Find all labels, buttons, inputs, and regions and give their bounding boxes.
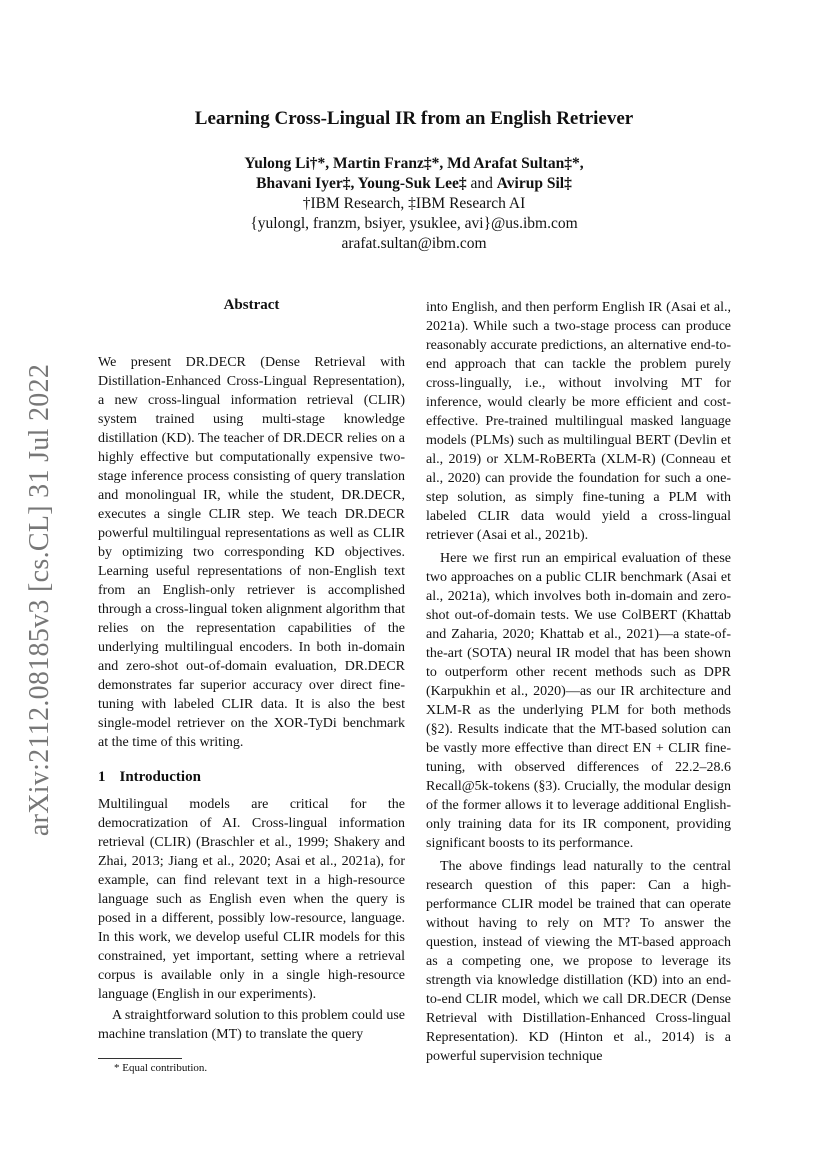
- author-emails: {yulongl, franzm, bsiyer, ysuklee, avi}@us.ibm.com: [250, 215, 578, 232]
- abstract-text: We present DR.DECR (Dense Retrieval with Distillation-Enhanced Cross-Lingual Representation), a new cross-lingual information retrieval (CLIR) system trained using multi-stage knowledge distillation (KD). The teacher of DR.DECR relies on a highly effective but computationally expensive two-stage inference process consisting of query translation and monolingual IR, while the student, DR.DECR, executes a single CLIR step. We teach DR.DECR powerful multilingual representations as well as CLIR by optimizing two corresponding KD objectives. Learning useful representations of non-English text from an English-only retriever is accomplished through a cross-lingual token alignment algorithm that relies on the representation capabilities of the underlying multilingual encoders. In both in-domain and zero-shot out-of-domain evaluation, DR.DECR demonstrates far superior accuracy over direct fine-tuning with labeled CLIR data. It is also the best single-model retriever on the XOR-TyDi benchmark at the time of this writing.: [98, 355, 405, 750]
- introduction-heading: [98, 768, 405, 787]
- left-column: [98, 296, 405, 1044]
- right-paragraph-3: The above findings lead naturally to the central research question of this paper: Can a high-performance CLIR model be trained that can operate without having to rely on MT? To answer the question, instead of viewing the MT-based approach as a competing one, we propose to leverage its strength via knowledge distillation (KD) into an end-to-end CLIR model, which we call DR.DECR (Dense Retrieval with Distillation-Enhanced Cross-lingual Representation). KD (Hinton et al., 2014) is a powerful supervision technique: [426, 859, 731, 1064]
- abstract-heading: Abstract: [223, 297, 280, 313]
- author-names: Bhavani Iyer‡, Young-Suk Lee‡: [256, 175, 467, 192]
- footnote: * Equal contribution.: [114, 1062, 208, 1074]
- arxiv-sidebar: [14, 320, 66, 880]
- right-paragraph-2: Here we first run an empirical evaluation of these two approaches on a public CLIR benchmark (Asai et al., 2021a), which involves both in-domain and zero-shot out-of-domain tests. We use ColBERT (Khattab and Zaharia, 2020; Khattab et al., 2021)—a state-of-the-art (SOTA) neural IR model that has been shown to outperform other recent methods such as DPR (Karpukhin et al., 2020)—as our IR architecture and XLM-R as the underlying PLM for both methods (§2). Results indicate that the MT-based solution can be vastly more effective than direct EN + CLIR fine-tuning, with observed differences of 22.2–28.6 Recall@5k-tokens (§3). Crucially, the modular design of the former allows it to leverage additional English-only training data for its IR component, providing significant boosts to its performance.: [426, 551, 731, 851]
- intro-paragraph-2: A straightforward solution to this problem could use machine translation (MT) to translate the query: [98, 1008, 405, 1042]
- author-line-1: Yulong Li†*, Martin Franz‡*, Md Arafat Sultan‡*,: [244, 155, 584, 172]
- right-column: [426, 298, 731, 1066]
- author-email-2: arafat.sultan@ibm.com: [341, 235, 487, 252]
- intro-paragraph-1: Multilingual models are critical for the democratization of AI. Cross-lingual information retrieval (CLIR) (Braschler et al., 1999; Shakery and Zhai, 2013; Jiang et al., 2020; Asai et al., 2021a), for example, can find relevant text in a high-resource language such as English even when the query is posed in a different, possibly low-resource, language. In this work, we develop useful CLIR models for this constrained, yet important, setting where a retrieval corpus is available only in a single high-resource language (English in our experiments).: [98, 797, 405, 1002]
- arxiv-identifier: arXiv:2112.08185v3 [cs.CL] 31 Jul 2022: [24, 363, 55, 837]
- paper-title: Learning Cross-Lingual IR from an English Retriever: [194, 108, 634, 129]
- author-and: and: [470, 175, 493, 192]
- footnote-rule: [98, 1058, 182, 1059]
- section-title: Introduction: [119, 769, 201, 785]
- section-number: 1: [98, 769, 106, 785]
- author-last: Avirup Sil‡: [496, 175, 572, 192]
- right-paragraph-1: into English, and then perform English IR (Asai et al., 2021a). While such a two-stage process can produce reasonably accurate predictions, an alternative end-to-end approach that can tackle the problem purely cross-lingually, i.e., without involving MT for inference, would clearly be more efficient and cost-effective. Pre-trained multilingual masked language models (PLMs) such as multilingual BERT (Devlin et al., 2019) or XLM-RoBERTa (XLM-R) (Conneau et al., 2020) can provide the foundation for such a one-step solution, as simply fine-tuning a PLM with labeled CLIR data would yield a cross-lingual retriever (Asai et al., 2021b).: [426, 300, 731, 543]
- author-block: [0, 154, 828, 254]
- affiliation: †IBM Research, ‡IBM Research AI: [302, 195, 526, 212]
- author-line-2: [0, 174, 828, 194]
